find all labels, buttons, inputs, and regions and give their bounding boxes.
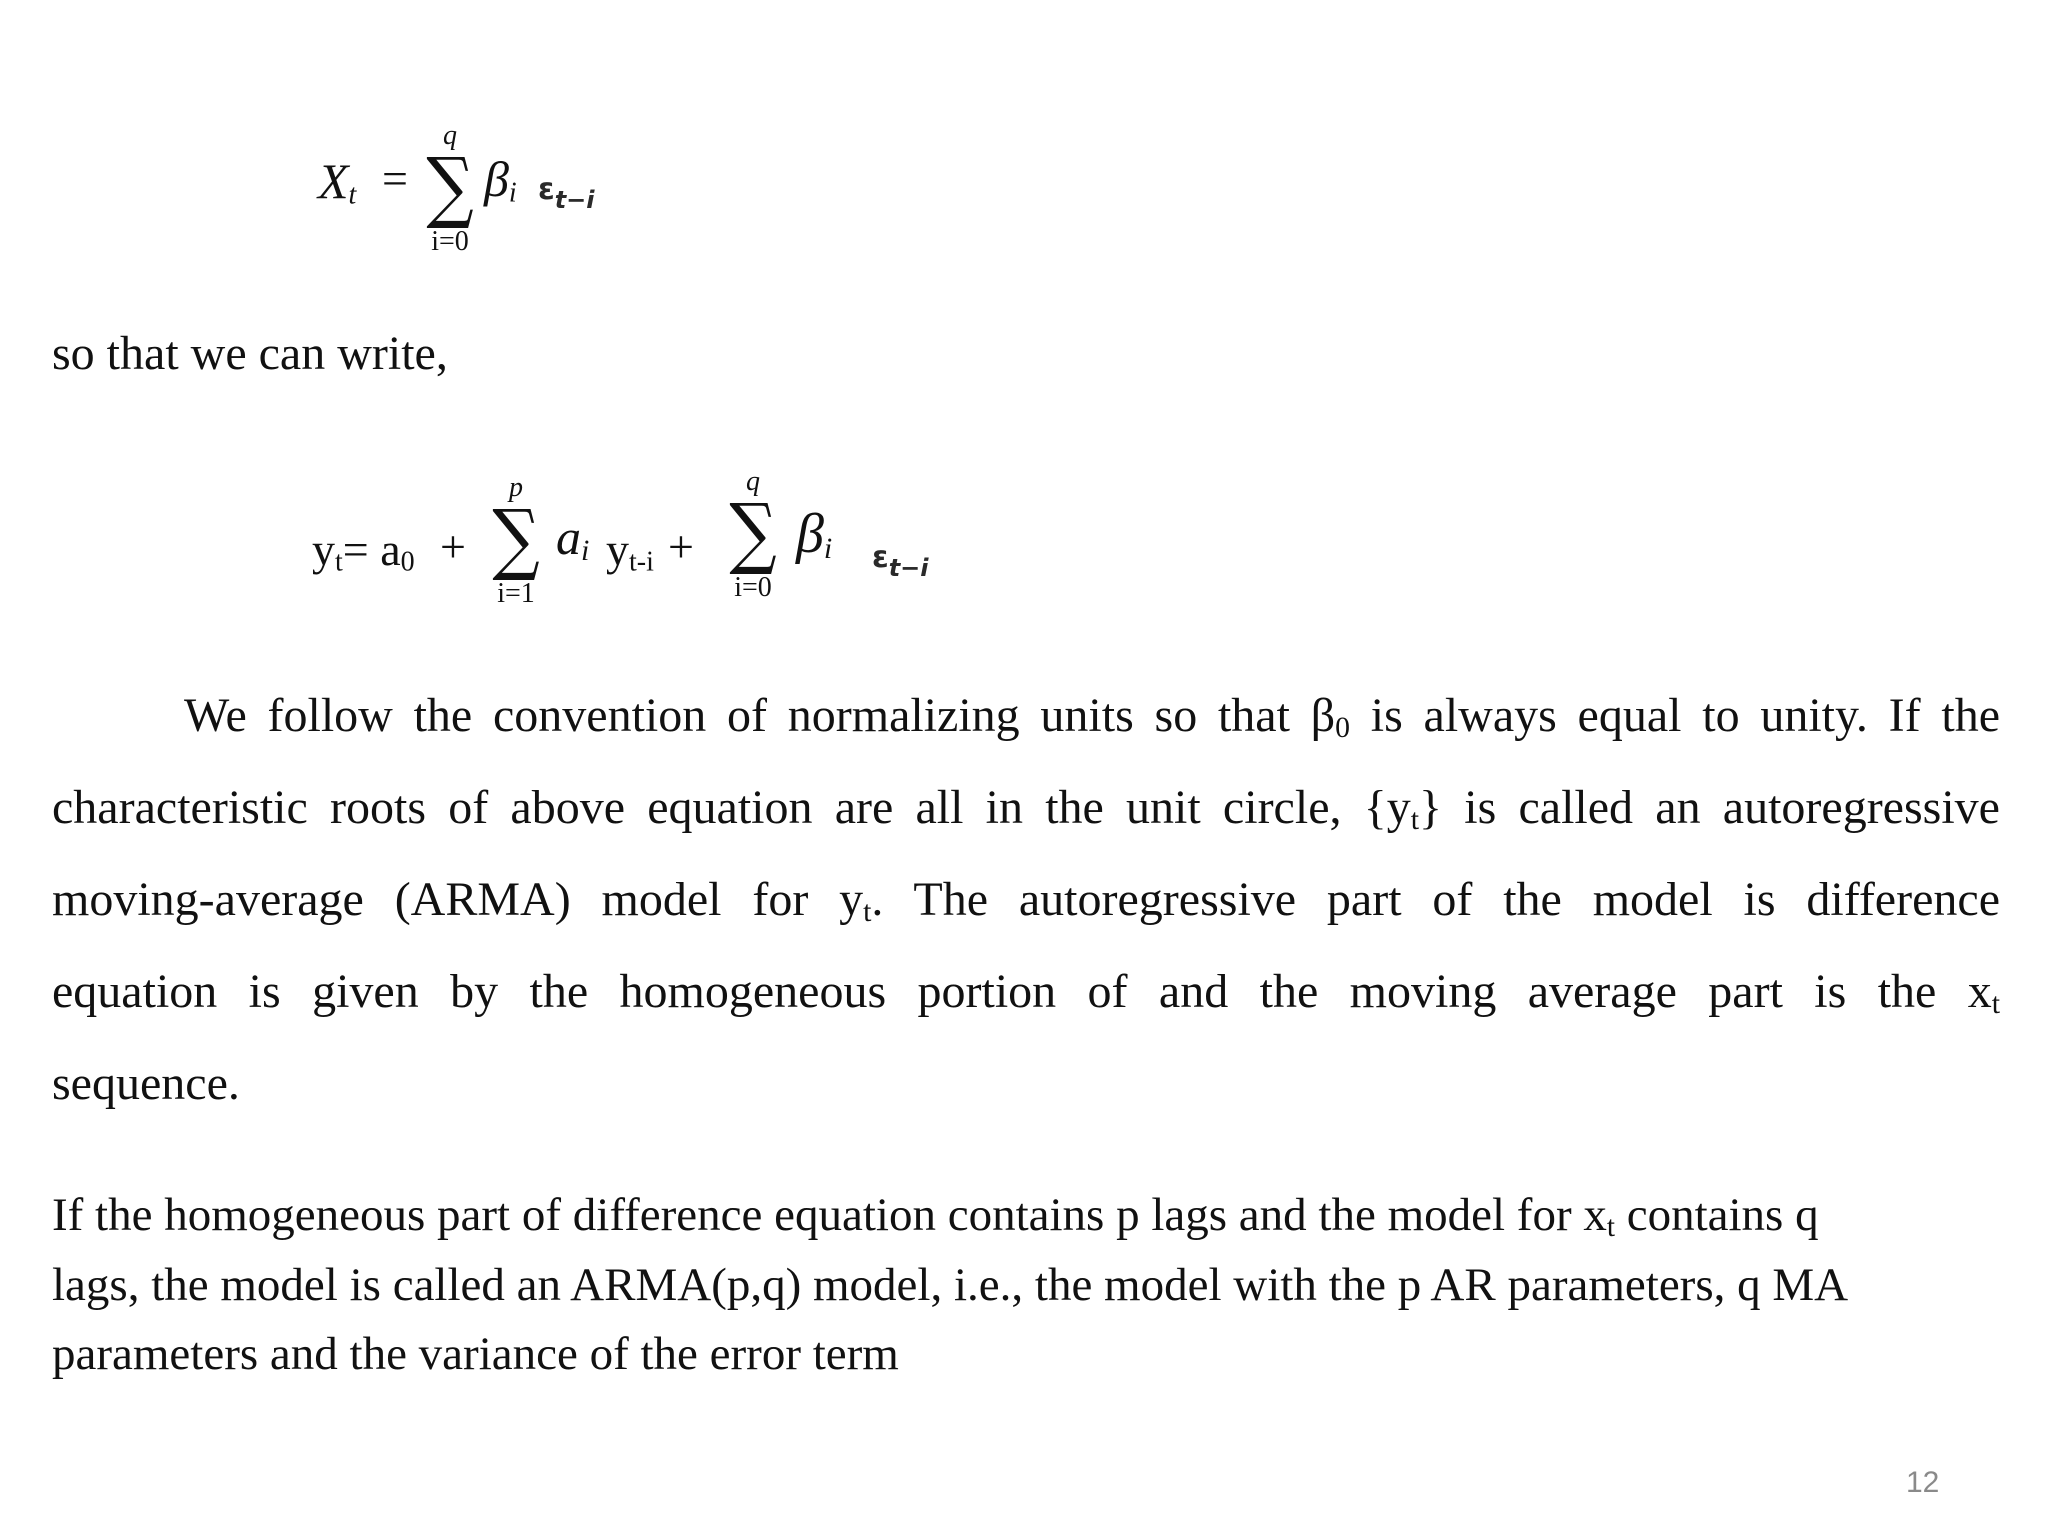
equation-arma (0, 0, 2048, 640)
eq1-sum-upper: q (443, 120, 457, 151)
paragraph-1-line-3: moving-average (ARMA) model for $y_t$. The autoregressive part of the model is difference (52, 873, 2000, 928)
paragraph-2-line-1: If the homogeneous part of difference equation contains p lags and the model for $x_t$ contains q (52, 1189, 1819, 1243)
eq2-sum-1 (484, 474, 548, 608)
page-number: 12 (1906, 1466, 1940, 1499)
eq1-sum-lower: i=0 (431, 226, 469, 257)
eq2-sum2-upper: q (746, 466, 760, 497)
paragraph-1-line-5: sequence. (52, 1057, 240, 1110)
eq1-lhs: $X_t$ (318, 153, 357, 211)
eq2-coef-beta: $\beta_i$ (796, 503, 833, 565)
paragraph-1-line-1: We follow the convention of normalizing units so that $\beta_0$ is always equal to unity. If the (184, 689, 2001, 744)
eq2-plus-1: + (440, 521, 466, 572)
sigma-symbol: ∑ (492, 494, 540, 584)
paragraph-1-line-4: equation is given by the homogeneous portion of and the moving average part is the $x_t$ (52, 965, 2000, 1020)
eq2-lhs: $y_t= a_0$ (312, 524, 415, 578)
paragraph-2-line-3: parameters and the variance of the error term (52, 1328, 899, 1380)
eq2-sum1-upper: p (509, 472, 523, 503)
eq2-epsilon: $\varepsilon_{t-i}$ (872, 540, 929, 582)
paragraph-2-line-2: lags, the model is called an ARMA(p,q) model, i.e., the model with the p AR parameters, q MA (52, 1259, 1849, 1311)
eq2-sum1-lower: i=1 (497, 578, 535, 609)
eq2-sum-2 (718, 468, 788, 602)
eq2-sum2-lower: i=0 (734, 572, 772, 603)
sigma-symbol: ∑ (729, 488, 777, 578)
eq2-plus-2: + (668, 521, 694, 572)
eq2-coef-a: $a_i$ (556, 509, 590, 567)
paragraph-1-line-2: characteristic roots of above equation are all in the unit circle, $\{y_t\}$ is called an autoregressive (52, 781, 2000, 836)
sigma-symbol: ∑ (426, 142, 474, 232)
lead-in-text: so that we can write, (52, 327, 448, 380)
eq1-coef: $\beta_i$ (484, 151, 517, 209)
eq1-epsilon: $\varepsilon_{t-i}$ (538, 172, 595, 214)
eq2-y-term: $y_{t-i}$ (606, 524, 654, 578)
eq1-equals: = (382, 153, 408, 204)
